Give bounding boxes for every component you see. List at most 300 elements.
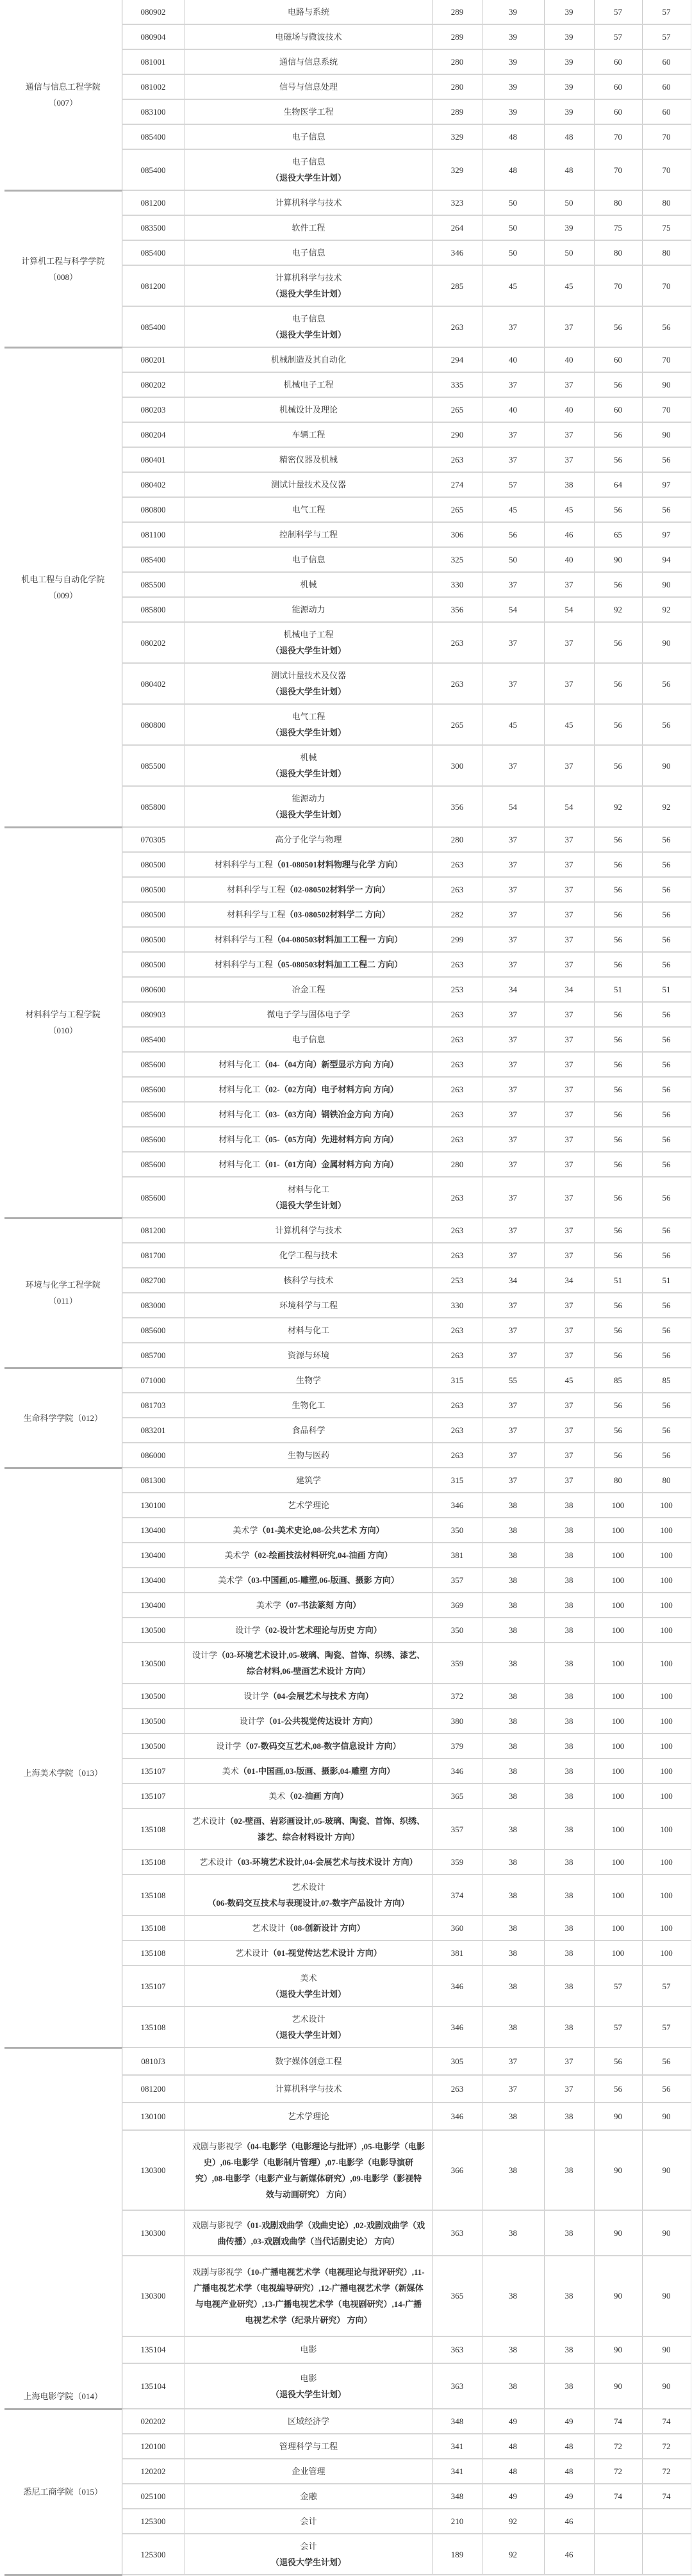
major-name: 美术 (222, 1766, 239, 1776)
score-col-2: 37 (482, 2047, 544, 2075)
score-col-2: 48 (482, 149, 544, 190)
total-score: 346 (432, 2103, 482, 2130)
score-col-5: 100 (642, 1809, 691, 1850)
major-name: 车辆工程 (292, 430, 325, 439)
score-col-4: 56 (594, 1443, 642, 1468)
total-score: 263 (432, 1177, 482, 1218)
table-row (4, 1218, 691, 1243)
major-code: 085600 (122, 1152, 185, 1177)
major-code: 080402 (122, 472, 185, 497)
score-col-3: 37 (544, 572, 594, 597)
score-col-5 (642, 2534, 691, 2575)
score-col-3: 38 (544, 2210, 594, 2256)
total-score: 306 (432, 522, 482, 547)
college-name: 材料科学与工程学院 (25, 1010, 101, 1019)
score-col-2: 37 (482, 2075, 544, 2103)
score-col-2: 45 (482, 265, 544, 306)
score-col-3: 38 (544, 2006, 594, 2047)
score-col-2: 56 (482, 522, 544, 547)
score-col-2: 50 (482, 547, 544, 572)
college-name: 环境与化学工程学院 (25, 1280, 101, 1290)
table-body (4, 0, 691, 2575)
major-code: 085800 (122, 597, 185, 622)
score-col-4: 56 (594, 1052, 642, 1077)
major-name-cell (185, 786, 432, 827)
score-col-4: 100 (594, 1543, 642, 1568)
score-col-3: 38 (544, 1916, 594, 1940)
major-direction: （01-戏剧戏曲学（戏曲史论）,02-戏剧戏曲学（戏曲传播）,03-戏剧戏曲学（当代话剧史论） 方向） (217, 2220, 425, 2246)
score-col-2: 38 (482, 1875, 544, 1916)
major-name-cell (185, 2047, 432, 2075)
major-name: 电子信息 (292, 555, 325, 564)
major-name-cell (185, 1875, 432, 1916)
major-name: 材料与化工 (218, 1160, 261, 1169)
major-name-cell (185, 572, 432, 597)
major-direction: （03-环境艺术设计,05-玻璃、陶瓷、首饰、织绣、漆艺、综合材料,06-壁画艺术设计 方向） (217, 1650, 425, 1676)
major-name-cell (185, 927, 432, 952)
major-name-cell (185, 977, 432, 1002)
total-score: 210 (432, 2509, 482, 2534)
major-name: 企业管理 (292, 2466, 325, 2476)
score-col-4: 92 (594, 786, 642, 827)
total-score: 289 (432, 0, 482, 24)
major-code: 080500 (122, 902, 185, 927)
score-col-5: 100 (642, 1709, 691, 1734)
score-col-5: 100 (642, 1784, 691, 1809)
major-name-cell (185, 397, 432, 422)
veteran-plan-label: （退役大学生计划） (270, 810, 346, 819)
major-name: 设计学 (192, 1650, 218, 1660)
score-col-5: 92 (642, 786, 691, 827)
total-score: 285 (432, 265, 482, 306)
score-col-5: 56 (642, 927, 691, 952)
major-direction: （01-视觉传达艺术设计 方向） (268, 1948, 382, 1958)
total-score: 290 (432, 422, 482, 447)
total-score: 263 (432, 1077, 482, 1102)
score-col-3: 49 (544, 2409, 594, 2434)
score-col-3: 37 (544, 663, 594, 704)
score-col-3: 37 (544, 1177, 594, 1218)
major-code: 085600 (122, 1102, 185, 1127)
score-col-4: 90 (594, 2130, 642, 2211)
score-col-4: 100 (594, 1784, 642, 1809)
major-code: 135107 (122, 1965, 185, 2006)
score-col-3: 38 (544, 1643, 594, 1684)
score-col-3: 37 (544, 827, 594, 852)
major-code: 135108 (122, 2006, 185, 2047)
score-col-3: 37 (544, 2047, 594, 2075)
score-col-2: 37 (482, 447, 544, 472)
major-name: 电影 (300, 2373, 317, 2383)
major-code: 080904 (122, 24, 185, 49)
score-col-4: 56 (594, 1177, 642, 1218)
total-score: 341 (432, 2459, 482, 2484)
major-name: 材料与化工 (218, 1060, 261, 1069)
score-col-2: 38 (482, 2103, 544, 2130)
major-direction: （03-（03方向）钢铁冶金方向 方向） (260, 1110, 399, 1119)
table-row (4, 2409, 691, 2434)
major-name-cell (185, 1518, 432, 1543)
major-name: 管理科学与工程 (279, 2441, 338, 2451)
major-name: 建筑学 (295, 1475, 321, 1485)
score-col-5: 56 (642, 2075, 691, 2103)
score-col-2: 38 (482, 2210, 544, 2256)
table-row (4, 1468, 691, 1493)
score-col-3: 37 (544, 1002, 594, 1027)
score-col-2: 37 (482, 1468, 544, 1493)
score-col-3: 34 (544, 977, 594, 1002)
major-name: 电气工程 (292, 505, 325, 514)
major-code: 135108 (122, 1850, 185, 1875)
major-name: 机械电子工程 (283, 380, 334, 390)
score-col-2: 48 (482, 2434, 544, 2459)
score-col-2: 38 (482, 1809, 544, 1850)
score-col-4: 100 (594, 1916, 642, 1940)
major-name-cell (185, 877, 432, 902)
score-col-5: 74 (642, 2409, 691, 2434)
major-direction: （03-080502材料学二 方向） (285, 910, 390, 919)
major-name: 电子信息 (292, 132, 325, 142)
major-code: 080800 (122, 497, 185, 522)
major-direction: （04-（04方向）新型显示方向 方向） (260, 1060, 399, 1069)
score-col-3: 37 (544, 1127, 594, 1152)
total-score: 379 (432, 1734, 482, 1759)
score-col-2: 38 (482, 1940, 544, 1965)
major-name-cell (185, 1468, 432, 1493)
major-name: 计算机科学与技术 (275, 198, 342, 208)
score-col-4: 100 (594, 1875, 642, 1916)
total-score: 263 (432, 663, 482, 704)
score-col-2: 38 (482, 1593, 544, 1618)
major-name: 机械 (300, 580, 317, 589)
score-col-4: 56 (594, 447, 642, 472)
major-name: 艺术设计 (199, 1857, 233, 1867)
major-name-cell (185, 265, 432, 306)
major-name-cell (185, 2363, 432, 2409)
score-col-4: 51 (594, 977, 642, 1002)
score-col-4: 56 (594, 622, 642, 663)
score-col-4: 90 (594, 2336, 642, 2364)
score-col-3: 46 (544, 522, 594, 547)
score-col-2: 37 (482, 1002, 544, 1027)
score-col-5: 100 (642, 1593, 691, 1618)
table-row (4, 347, 691, 372)
score-col-4: 56 (594, 1393, 642, 1418)
major-name-cell (185, 1493, 432, 1518)
total-score: 315 (432, 1468, 482, 1493)
total-score: 253 (432, 977, 482, 1002)
major-code: 135104 (122, 2336, 185, 2364)
score-col-5: 72 (642, 2434, 691, 2459)
score-col-2: 39 (482, 49, 544, 74)
major-name-cell (185, 240, 432, 265)
score-col-4: 60 (594, 74, 642, 99)
score-col-5: 100 (642, 1734, 691, 1759)
score-col-4: 56 (594, 2047, 642, 2075)
major-name: 计算机科学与技术 (275, 2083, 342, 2094)
major-name-cell (185, 149, 432, 190)
major-name: 食品科学 (292, 1425, 325, 1435)
table-row (4, 1368, 691, 1393)
score-col-4: 56 (594, 1218, 642, 1243)
score-col-2: 38 (482, 1850, 544, 1875)
major-name-cell (185, 1759, 432, 1784)
major-code: 125300 (122, 2509, 185, 2534)
major-name: 电子信息 (292, 248, 325, 258)
score-col-4: 75 (594, 215, 642, 240)
major-name-cell (185, 24, 432, 49)
major-code: 135108 (122, 1875, 185, 1916)
score-col-3: 37 (544, 372, 594, 397)
score-col-3: 38 (544, 2336, 594, 2364)
major-name: 美术 (268, 1791, 286, 1801)
score-col-5: 92 (642, 597, 691, 622)
total-score: 294 (432, 347, 482, 372)
score-col-5: 70 (642, 124, 691, 149)
score-col-4: 70 (594, 265, 642, 306)
total-score: 350 (432, 1518, 482, 1543)
score-col-3: 37 (544, 852, 594, 877)
major-code: 081200 (122, 2075, 185, 2103)
total-score: 374 (432, 1875, 482, 1916)
score-col-5: 100 (642, 1568, 691, 1593)
major-name: 材料与化工 (287, 1185, 329, 1194)
total-score: 265 (432, 397, 482, 422)
college-cell (4, 2409, 122, 2575)
score-col-3: 37 (544, 1418, 594, 1443)
score-col-4: 56 (594, 745, 642, 786)
total-score: 329 (432, 124, 482, 149)
score-col-3: 37 (544, 422, 594, 447)
college-name: 生命科学学院（012） (23, 1413, 103, 1423)
score-col-2: 38 (482, 1618, 544, 1643)
major-code: 082700 (122, 1268, 185, 1293)
score-col-5: 90 (642, 2336, 691, 2364)
major-name-cell (185, 1418, 432, 1443)
major-code: 080903 (122, 1002, 185, 1027)
total-score: 341 (432, 2434, 482, 2459)
score-col-3: 38 (544, 1734, 594, 1759)
major-code: 135107 (122, 1759, 185, 1784)
major-code: 085400 (122, 547, 185, 572)
major-name: 金融 (300, 2491, 317, 2501)
score-col-5: 57 (642, 1965, 691, 2006)
total-score: 253 (432, 1268, 482, 1293)
major-code: 085600 (122, 1077, 185, 1102)
score-col-5: 100 (642, 1875, 691, 1916)
score-col-4: 56 (594, 422, 642, 447)
major-name: 控制科学与工程 (279, 530, 338, 539)
major-code: 125300 (122, 2534, 185, 2575)
score-col-2: 50 (482, 240, 544, 265)
score-col-4: 56 (594, 1077, 642, 1102)
score-col-5: 56 (642, 952, 691, 977)
major-name-cell (185, 745, 432, 786)
score-col-3: 37 (544, 1152, 594, 1177)
major-code: 080500 (122, 877, 185, 902)
score-col-2: 34 (482, 977, 544, 1002)
major-code: 080800 (122, 704, 185, 745)
score-col-3: 38 (544, 1684, 594, 1709)
score-col-5: 74 (642, 2484, 691, 2509)
major-code: 070305 (122, 827, 185, 852)
major-name: 设计学 (216, 1741, 242, 1751)
total-score: 263 (432, 1343, 482, 1368)
college-name: 上海美术学院（013） (23, 1768, 103, 1778)
score-col-5: 75 (642, 215, 691, 240)
score-col-2: 37 (482, 1393, 544, 1418)
score-col-2: 38 (482, 1543, 544, 1568)
major-name: 会计 (300, 2541, 317, 2551)
total-score: 329 (432, 149, 482, 190)
total-score: 299 (432, 927, 482, 952)
total-score: 348 (432, 2409, 482, 2434)
total-score: 365 (432, 2256, 482, 2336)
major-name-cell (185, 1177, 432, 1218)
major-code: 130500 (122, 1709, 185, 1734)
major-name: 能源动力 (292, 794, 325, 803)
major-direction: （02-设计艺术理论与历史 方向） (260, 1625, 382, 1635)
score-col-5: 56 (642, 1443, 691, 1468)
score-col-3: 38 (544, 1965, 594, 2006)
score-col-4: 56 (594, 497, 642, 522)
major-name-cell (185, 2459, 432, 2484)
score-col-4: 100 (594, 1709, 642, 1734)
major-name: 材料与化工 (287, 1325, 329, 1335)
major-direction: （01-（01方向）金属材料方向 方向） (260, 1160, 399, 1169)
score-col-2: 37 (482, 1443, 544, 1468)
veteran-plan-label: （退役大学生计划） (270, 1989, 346, 1999)
major-name: 美术学 (224, 1550, 250, 1560)
score-col-5: 70 (642, 397, 691, 422)
total-score: 282 (432, 902, 482, 927)
score-col-4: 56 (594, 704, 642, 745)
score-col-2: 57 (482, 472, 544, 497)
score-col-2: 37 (482, 902, 544, 927)
major-name-cell (185, 1940, 432, 1965)
score-col-4: 100 (594, 1684, 642, 1709)
total-score: 263 (432, 1318, 482, 1343)
score-col-3: 37 (544, 2075, 594, 2103)
major-direction: （03-中国画,05-雕塑,06-版画、摄影 方向） (243, 1575, 399, 1585)
score-col-2: 37 (482, 1152, 544, 1177)
major-name-cell (185, 1152, 432, 1177)
score-col-2: 37 (482, 1318, 544, 1343)
score-col-4: 57 (594, 1965, 642, 2006)
total-score: 323 (432, 190, 482, 215)
table-row (4, 827, 691, 852)
total-score: 280 (432, 1152, 482, 1177)
college-cell (4, 1468, 122, 2047)
score-col-4: 60 (594, 347, 642, 372)
score-col-5: 97 (642, 522, 691, 547)
score-col-2: 38 (482, 2130, 544, 2211)
score-col-4: 60 (594, 49, 642, 74)
score-col-2: 49 (482, 2409, 544, 2434)
total-score: 265 (432, 497, 482, 522)
score-col-3: 37 (544, 622, 594, 663)
score-col-5: 94 (642, 547, 691, 572)
score-col-4: 100 (594, 1493, 642, 1518)
score-col-3: 38 (544, 1568, 594, 1593)
total-score: 380 (432, 1709, 482, 1734)
score-col-4: 56 (594, 572, 642, 597)
score-col-4: 57 (594, 24, 642, 49)
major-name: 机械设计及理论 (279, 405, 338, 414)
score-col-4: 100 (594, 1593, 642, 1618)
score-col-4: 56 (594, 902, 642, 927)
score-col-3: 38 (544, 2103, 594, 2130)
score-col-5: 100 (642, 1850, 691, 1875)
score-col-4: 80 (594, 1468, 642, 1493)
score-col-5: 72 (642, 2459, 691, 2484)
score-col-5 (642, 2509, 691, 2534)
score-col-4: 57 (594, 0, 642, 24)
major-name: 艺术设计 (252, 1923, 286, 1933)
college-cell (4, 1368, 122, 1468)
major-name: 戏剧与影视学 (192, 2220, 243, 2230)
score-col-4: 56 (594, 1243, 642, 1268)
college-code: （011） (48, 1296, 78, 1306)
major-code: 081703 (122, 1393, 185, 1418)
score-col-4: 56 (594, 1318, 642, 1343)
score-col-4: 56 (594, 952, 642, 977)
major-name: 精密仪器及机械 (279, 455, 338, 464)
score-col-2: 37 (482, 1293, 544, 1318)
major-name: 美术学 (256, 1600, 281, 1610)
score-col-4: 74 (594, 2409, 642, 2434)
score-col-5: 56 (642, 1077, 691, 1102)
major-code: 120202 (122, 2459, 185, 2484)
score-col-2: 37 (482, 1243, 544, 1268)
major-name: 数字媒体创意工程 (275, 2056, 342, 2066)
score-col-2: 37 (482, 1127, 544, 1152)
major-name-cell (185, 1343, 432, 1368)
score-col-2: 38 (482, 2363, 544, 2409)
score-col-5: 56 (642, 1177, 691, 1218)
score-col-5: 56 (642, 1343, 691, 1368)
major-name-cell (185, 2006, 432, 2047)
major-name: 材料与化工 (218, 1110, 261, 1119)
major-name: 设计学 (235, 1625, 261, 1635)
score-col-4: 56 (594, 306, 642, 347)
score-col-4: 90 (594, 2103, 642, 2130)
major-code: 130400 (122, 1568, 185, 1593)
score-col-3: 48 (544, 2434, 594, 2459)
total-score: 335 (432, 372, 482, 397)
total-score: 346 (432, 2006, 482, 2047)
major-name: 材料科学与工程 (214, 935, 273, 944)
score-col-2: 37 (482, 952, 544, 977)
major-name-cell (185, 1965, 432, 2006)
score-col-3: 39 (544, 99, 594, 124)
major-name-cell (185, 1318, 432, 1343)
score-col-4: 100 (594, 1940, 642, 1965)
total-score: 263 (432, 1218, 482, 1243)
major-name: 高分子化学与物理 (275, 835, 342, 844)
total-score: 280 (432, 74, 482, 99)
total-score: 356 (432, 786, 482, 827)
total-score: 289 (432, 24, 482, 49)
major-direction: （10-广播电视艺术学（电视理论与批评研究）,11-广播电视艺术学（电视编导研究）,12-广播电视艺术学（新媒体与电视产业研究）,13-广播电视艺术学（电视剧研究）,14-广播电视艺术学（纪录片研究） 方向） (194, 2267, 425, 2325)
major-name-cell (185, 597, 432, 622)
score-col-3: 39 (544, 49, 594, 74)
score-col-4: 90 (594, 2256, 642, 2336)
score-col-3: 37 (544, 1218, 594, 1243)
score-col-5: 100 (642, 1759, 691, 1784)
major-code: 081002 (122, 74, 185, 99)
score-col-2: 45 (482, 497, 544, 522)
